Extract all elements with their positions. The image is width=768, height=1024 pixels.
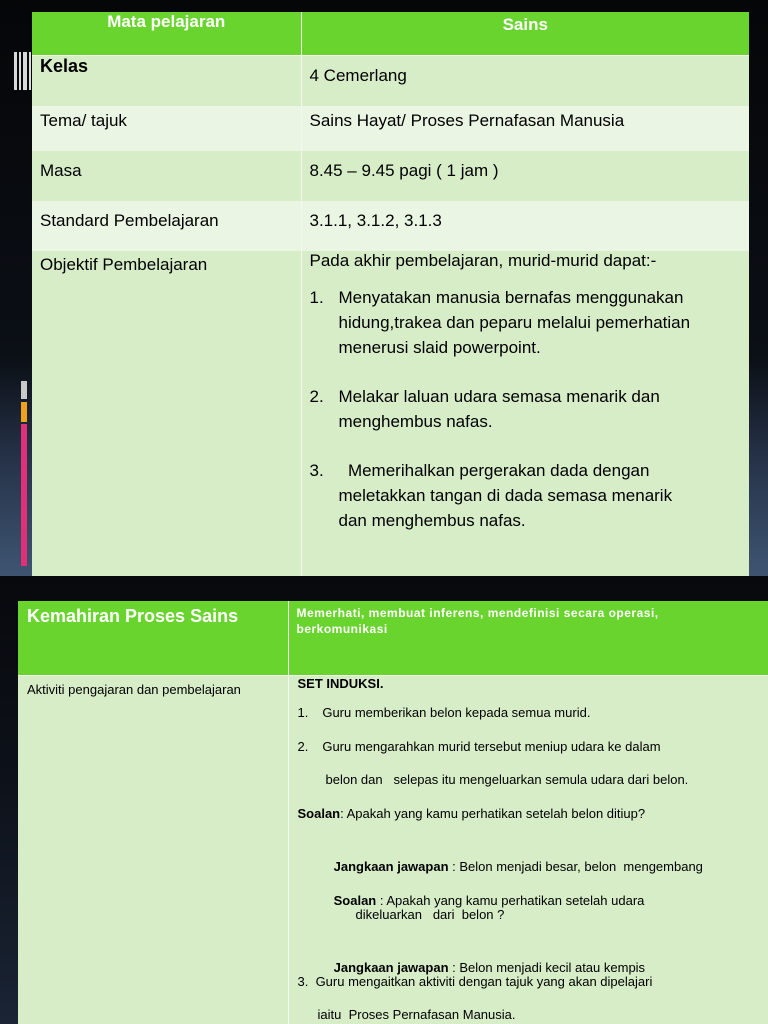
header-kps-label: Kemahiran Proses Sains <box>18 601 288 676</box>
decorative-strip-gray <box>21 381 27 399</box>
table-row-aktiviti <box>18 676 768 1024</box>
question-line-continued: dikeluarkan dari belon ? <box>355 906 505 922</box>
slide-2 <box>0 576 768 1024</box>
objective-item <box>310 384 742 434</box>
step-text: Guru mengarahkan murid tersebut meniup udara ke dalam <box>322 738 661 754</box>
objective-line: dan menghembus nafas. <box>338 511 526 530</box>
step-line: 3. Guru mengaitkan aktiviti dengan tajuk yang akan dipelajari <box>297 973 653 989</box>
row-label: Masa <box>32 151 301 201</box>
question-line <box>298 804 763 838</box>
step-line <box>298 703 763 737</box>
answer-label: Jangkaan jawapan <box>333 960 449 976</box>
objective-intro: Pada akhir pembelajaran, murid-murid dapat:- <box>309 251 657 270</box>
table-row-tema <box>32 106 749 151</box>
table-header-row <box>32 12 749 56</box>
kps-value-line: Memerhati, membuat inferens, mendefinisi secara operasi, <box>296 606 659 620</box>
header-subject-value: Sains <box>301 12 749 56</box>
question-label: Soalan <box>333 892 377 908</box>
decorative-bars <box>14 52 34 92</box>
step-number: 2. <box>297 738 309 754</box>
table-row-masa <box>32 151 749 201</box>
objective-cell <box>301 251 749 576</box>
row-label: Tema/ tajuk <box>32 106 301 151</box>
objective-line: meletakkan tangan di dada semasa menarik <box>338 486 673 505</box>
header-kps-value <box>288 601 768 676</box>
objective-line: menghembus nafas. <box>338 412 493 431</box>
table-header-row <box>18 601 768 676</box>
answer-label: Jangkaan jawapan <box>333 859 449 875</box>
objective-line: Memerihalkan pergerakan dada dengan <box>338 461 650 480</box>
objective-item <box>310 285 742 360</box>
lesson-info-table <box>32 12 749 576</box>
question-text: : Apakah yang kamu perhatikan setelah belon ditiup? <box>340 805 646 821</box>
step-number: 1. <box>297 705 309 720</box>
table-row-kelas <box>32 56 749 107</box>
row-value: 4 Cemerlang <box>301 56 749 107</box>
table-row-objektif <box>32 251 749 576</box>
header-subject-label: Mata pelajaran <box>32 12 301 56</box>
answer-line <box>298 938 763 976</box>
step-line-continued: iaitu Proses Pernafasan Manusia. <box>317 1007 516 1023</box>
set-induksi-title: SET INDUKSI. <box>297 676 384 691</box>
decorative-strip-pink <box>21 424 27 566</box>
answer-line <box>298 837 763 875</box>
objective-list <box>310 285 742 533</box>
objective-line: Menyatakan manusia bernafas menggunakan <box>338 288 684 307</box>
objective-line: Melakar laluan udara semasa menarik dan <box>338 387 660 406</box>
kps-value-line: berkomunikasi <box>296 622 388 636</box>
row-value: Sains Hayat/ Proses Pernafasan Manusia <box>301 106 749 151</box>
row-value: 8.45 – 9.45 pagi ( 1 jam ) <box>301 151 749 201</box>
decorative-strip-orange <box>21 402 27 422</box>
step-text: Guru memberikan belon kepada semua murid. <box>322 705 591 720</box>
row-value: 3.1.1, 3.1.2, 3.1.3 <box>301 201 749 251</box>
objective-line: hidung,trakea dan peparu melalui pemerhatian <box>338 313 691 332</box>
row-label: Kelas <box>32 56 301 107</box>
question-text: : Apakah yang kamu perhatikan setelah udara <box>376 892 645 908</box>
activity-label: Aktiviti pengajaran dan pembelajaran <box>18 676 288 1024</box>
row-label: Objektif Pembelajaran <box>32 251 301 576</box>
objective-item <box>310 458 742 533</box>
answer-text: : Belon menjadi besar, belon mengembang <box>448 859 703 875</box>
objective-number: 3. <box>309 461 324 480</box>
answer-text: : Belon menjadi kecil atau kempis <box>448 960 646 976</box>
question-label: Soalan <box>297 805 341 821</box>
objective-number: 1. <box>309 288 324 307</box>
step-line <box>298 737 763 771</box>
row-label: Standard Pembelajaran <box>32 201 301 251</box>
objective-line: menerusi slaid powerpoint. <box>338 338 541 357</box>
objective-number: 2. <box>309 387 324 406</box>
table-row-standard <box>32 201 749 251</box>
step-line-continued: belon dan selepas itu mengeluarkan semula udara dari belon. <box>325 772 689 788</box>
activity-table <box>18 601 768 1024</box>
activity-content <box>288 676 768 1024</box>
